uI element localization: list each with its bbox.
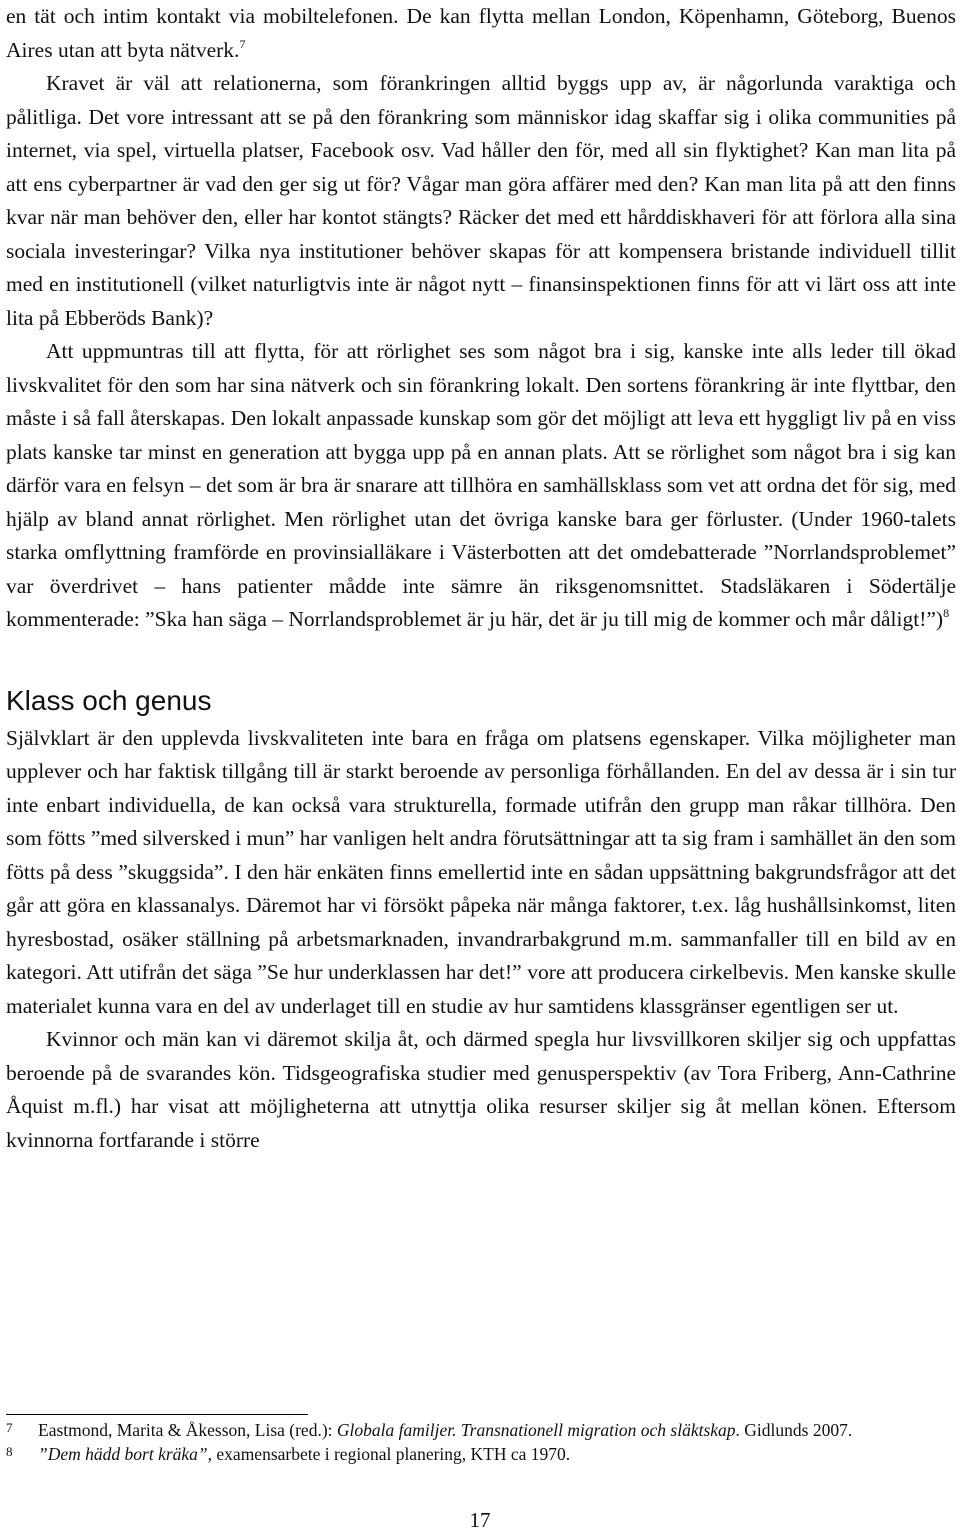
paragraph: Kravet är väl att relationerna, som förankringen alltid byggs upp av, är någorlunda varaktiga och pålitliga. Det vore intressant att se på den förankring som människor idag skaffar sig i olika communities på internet, via spel, virtuella platser, Facebook osv. Vad håller den för, med all sin flyktighet? Kan man lita på att ens cyberpartner är vad den ger sig ut för? Vågar man göra affärer med den? Kan man lita på att den finns kvar när man behöver den, eller har kontot stängts? Räcker det med ett hårddiskhaveri för att förlora alla sina sociala investeringar? Vilka nya institutioner behöver skapas för att kompensera bristande individuell tillit med en institutionell (vilket naturligtvis inte är något nytt – finansinspektionen finns för att vi lärt oss att inte lita på Ebberöds Bank)? xyxy=(6,71,956,330)
footnote xyxy=(6,1442,946,1466)
footnote-number: 7 xyxy=(6,1420,13,1435)
footnote-ref: 7 xyxy=(239,36,246,51)
paragraph xyxy=(6,0,956,67)
footnote-title: ”Dem hädd bort kräka” xyxy=(38,1444,208,1464)
body-text xyxy=(6,0,956,1157)
footnote xyxy=(6,1418,946,1442)
footnote-title: Globala familjer. Transnationell migration och släktskap xyxy=(336,1420,736,1440)
footnotes xyxy=(6,1418,946,1466)
footnote-number: 8 xyxy=(6,1444,13,1459)
paragraph: Kvinnor och män kan vi däremot skilja åt, och därmed spegla hur livsvillkoren skiljer sig och uppfattas beroende på de svarandes kön. Tidsgeografiska studier med genusperspektiv (av Tora Friberg, Ann-Cathrine Åquist m.fl.) har visat att möjligheterna att utnyttja olika resurser skiljer sig åt mellan könen. Eftersom kvinnorna fortfarande i större xyxy=(6,1027,956,1152)
paragraph-text: Att uppmuntras till att flytta, för att rörlighet ses som något bra i sig, kanske inte alls leder till ökad livskvalitet för den som har sina nätverk och sin förankring lokalt. Den sortens förankring är inte flyttbar, den måste i så fall återskapas. Den lokalt anpassade kunskap som gör det möjligt att leva ett hyggligt liv på en viss plats kanske tar minst en generation att bygga upp på en annan plats. Att se rörlighet som något bra i sig kan därför vara en felsyn – det som är bra är snarare att tillhöra en samhällsklass som vet att ordna det för sig, med hjälp av bland annat rörlighet. Men rörlighet utan det övriga kanske bara ger förluster. (Under 1960-talets starka omflyttning framförde en provinsialläkare i Västerbotten att det omdebatterade ”Norrlandsproblemet” var överdrivet – hans patienter mådde inte sämre än riksgenomsnittet. Stadsläkaren i Södertälje kommenterade: ”Ska han säga – Norrlandsproblemet är ju här, det är ju till mig de kommer och mår dåligt!”) xyxy=(6,339,956,631)
footnote-ref: 8 xyxy=(943,606,950,620)
paragraph: Självklart är den upplevda livskvaliteten inte bara en fråga om platsens egenskaper. Vilka möjligheter man upplever och har faktisk tillgång till är starkt beroende av personliga förhållanden. En del av dessa är i sin tur inte enbart individuella, de kan också vara strukturella, formade utifrån den grupp man råkar tillhöra. Den som fötts ”med silversked i mun” har vanligen helt andra förutsättningar att ta sig fram i samhället än den som fötts på dess ”skuggsida”. I den här enkäten finns emellertid inte en sådan uppsättning bakgrundsfrågor att det går att göra en klassanalys. Däremot har vi försökt påpeka när många faktorer, t.ex. låg hushållsinkomst, liten hyresbostad, osäker ställning på arbetsmarknaden, invandrarbakgrund m.m. sammanfaller till en bild av en kategori. Att utifrån det säga ”Se hur underklassen har det!” vore att producera cirkelbevis. Men kanske skulle materialet kunna vara en del av underlaget till en studie av hur samtidens klassgränser egentligen ser ut. xyxy=(6,725,956,1018)
section-heading: Klass och genus xyxy=(6,684,212,716)
footnote-text: . Gidlunds 2007. xyxy=(735,1420,853,1440)
footnote-divider xyxy=(6,1414,308,1415)
footnote-text: Eastmond, Marita & Åkesson, Lisa (red.): xyxy=(38,1420,337,1440)
paragraph-text: en tät och intim kontakt via mobiltelefonen. De kan flytta mellan London, Köpenhamn, Göteborg, Buenos Aires utan att byta nätverk. xyxy=(6,4,956,62)
footnote-text: , examensarbete i regional planering, KTH ca 1970. xyxy=(207,1444,571,1464)
paragraph xyxy=(6,335,956,637)
page-number: 17 xyxy=(469,1508,491,1532)
